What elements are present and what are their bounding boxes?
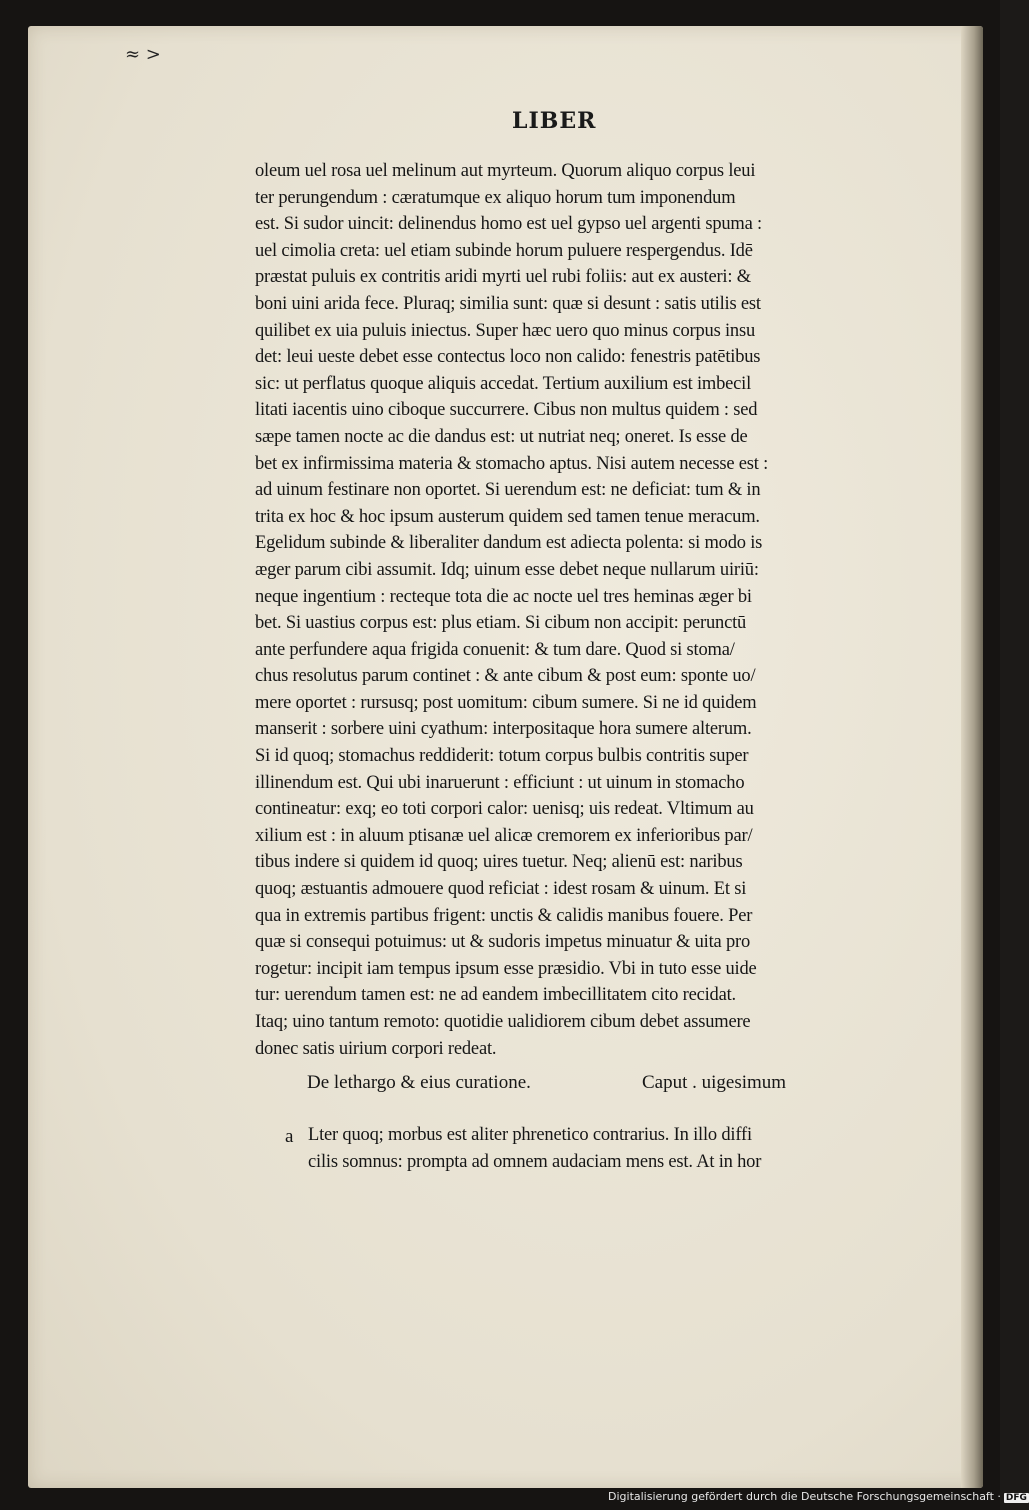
text-line: Lter quoq; morbus est aliter phrenetico contrarius. In illo diffi: [308, 1125, 752, 1145]
text-line: quilibet ex uia puluis iniectus. Super hæc uero quo minus corpus insu: [255, 320, 756, 341]
text-line: Itaq; uino tantum remoto: quotidie ualidiorem cibum debet assumere: [255, 1012, 751, 1032]
text-line: det: leui ueste debet esse contectus loco non calido: fenestris patētibus: [255, 347, 761, 368]
text-line: neque ingentium : recteque tota die ac nocte uel tres heminas æger bi: [255, 586, 752, 607]
text-line: ad uinum festinare non oportet. Si uerendum est: ne deficiat: tum & in: [255, 480, 761, 501]
page-gutter-edge: [961, 26, 983, 1488]
text-line: bet. Si uastius corpus est: plus etiam. Si cibum non accipit: perunctū: [255, 613, 747, 634]
text-line: Si id quoq; stomachus reddiderit: totum corpus bulbis contritis super: [255, 746, 749, 767]
text-line: tibus indere si quidem id quoq; uires tuetur. Neq; alienū est: naribus: [255, 852, 743, 873]
text-line: sæpe tamen nocte ac die dandus est: ut nutriat neq; oneret. Is esse de: [255, 426, 748, 447]
text-line: trita ex hoc & hoc ipsum austerum quidem sed tamen tenue meracum.: [255, 506, 760, 527]
guide-letter: a: [285, 1126, 294, 1147]
chapter-title: De lethargo & eius curatione.: [307, 1072, 531, 1093]
text-line: ante perfundere aqua frigida conuenit: & tum dare. Quod si stoma/: [255, 639, 735, 660]
text-line: quæ si consequi potuimus: ut & sudoris impetus minuatur & uita pro: [255, 932, 751, 953]
text-line: bet ex infirmissima materia & stomacho aptus. Nisi autem necesse est :: [255, 453, 769, 474]
text-line: litati iacentis uino ciboque succurrere. Cibus non multus quidem : sed: [255, 400, 758, 421]
text-line: ter perungendum : cæratumque ex aliquo horum tum imponendum: [255, 187, 736, 208]
text-line: uel cimolia creta: uel etiam subinde horum puluere respergendus. Idē: [255, 240, 753, 261]
text-line: xilium est : in aluum ptisanæ uel alicæ cremorem ex inferioribus par/: [255, 825, 753, 846]
text-line: præstat puluis ex contritis aridi myrti uel rubi foliis: aut ex austeri: &: [255, 267, 751, 288]
footer-credit: [608, 1490, 1029, 1503]
text-line: sic: ut perflatus quoque aliquis accedat. Tertium auxilium est imbecil: [255, 373, 752, 394]
text-line: illinendum est. Qui ubi inaruerunt : efficiunt : ut uinum in stomacho: [255, 772, 745, 793]
text-line: qua in extremis partibus frigent: unctis & calidis manibus fouere. Per: [255, 905, 753, 926]
text-line: quoq; æstuantis admouere quod reficiat : idest rosam & uinum. Et si: [255, 879, 747, 900]
text-line: est. Si sudor uincit: delinendus homo est uel gypso uel argenti spuma :: [255, 214, 762, 235]
page-mark: ≈ >: [125, 44, 161, 65]
chapter-number: Caput . uigesimum: [642, 1072, 787, 1093]
text-line: rogetur: incipit iam tempus ipsum esse præsidio. Vbi in tuto esse uide: [255, 958, 757, 979]
text-line: mere oportet : rursusq; post uomitum: cibum sumere. Si ne id quidem: [255, 692, 757, 713]
text-line: contineatur: exq; eo toti corpori calor: uenisq; uis redeat. Vltimum au: [255, 799, 754, 820]
text-line: tur: uerendum tamen est: ne ad eandem imbecillitatem cito recidat.: [255, 985, 736, 1006]
dfg-logo: DFG: [1005, 1493, 1027, 1503]
chapter-heading: [0, 1072, 1000, 1102]
text-line: oleum uel rosa uel melinum aut myrteum. Quorum aliquo corpus leui: [255, 161, 756, 181]
body-text: [255, 158, 895, 1062]
text-line: Egelidum subinde & liberaliter dandum est adiecta polenta: si modo is: [255, 533, 763, 554]
text-line: manserit : sorbere uini cyathum: interpositaque hora sumere alterum.: [255, 719, 752, 740]
text-line: donec satis uirium corpori redeat.: [255, 1038, 497, 1059]
footer-text: Digitalisierung gefördert durch die Deutsche Forschungsgemeinschaft ·: [608, 1490, 1001, 1503]
text-line: chus resolutus parum continet : & ante cibum & post eum: sponte uo/: [255, 666, 756, 687]
text-line: æger parum cibi assumit. Idq; uinum esse debet neque nullarum uiriū:: [255, 559, 759, 580]
chapter-text: [308, 1122, 898, 1175]
running-head: LIBER: [512, 108, 597, 134]
text-line: cilis somnus: prompta ad omnem audaciam mens est. At in hor: [308, 1151, 762, 1172]
text-line: boni uini arida fece. Pluraq; similia sunt: quæ si desunt : satis utilis est: [255, 293, 761, 314]
